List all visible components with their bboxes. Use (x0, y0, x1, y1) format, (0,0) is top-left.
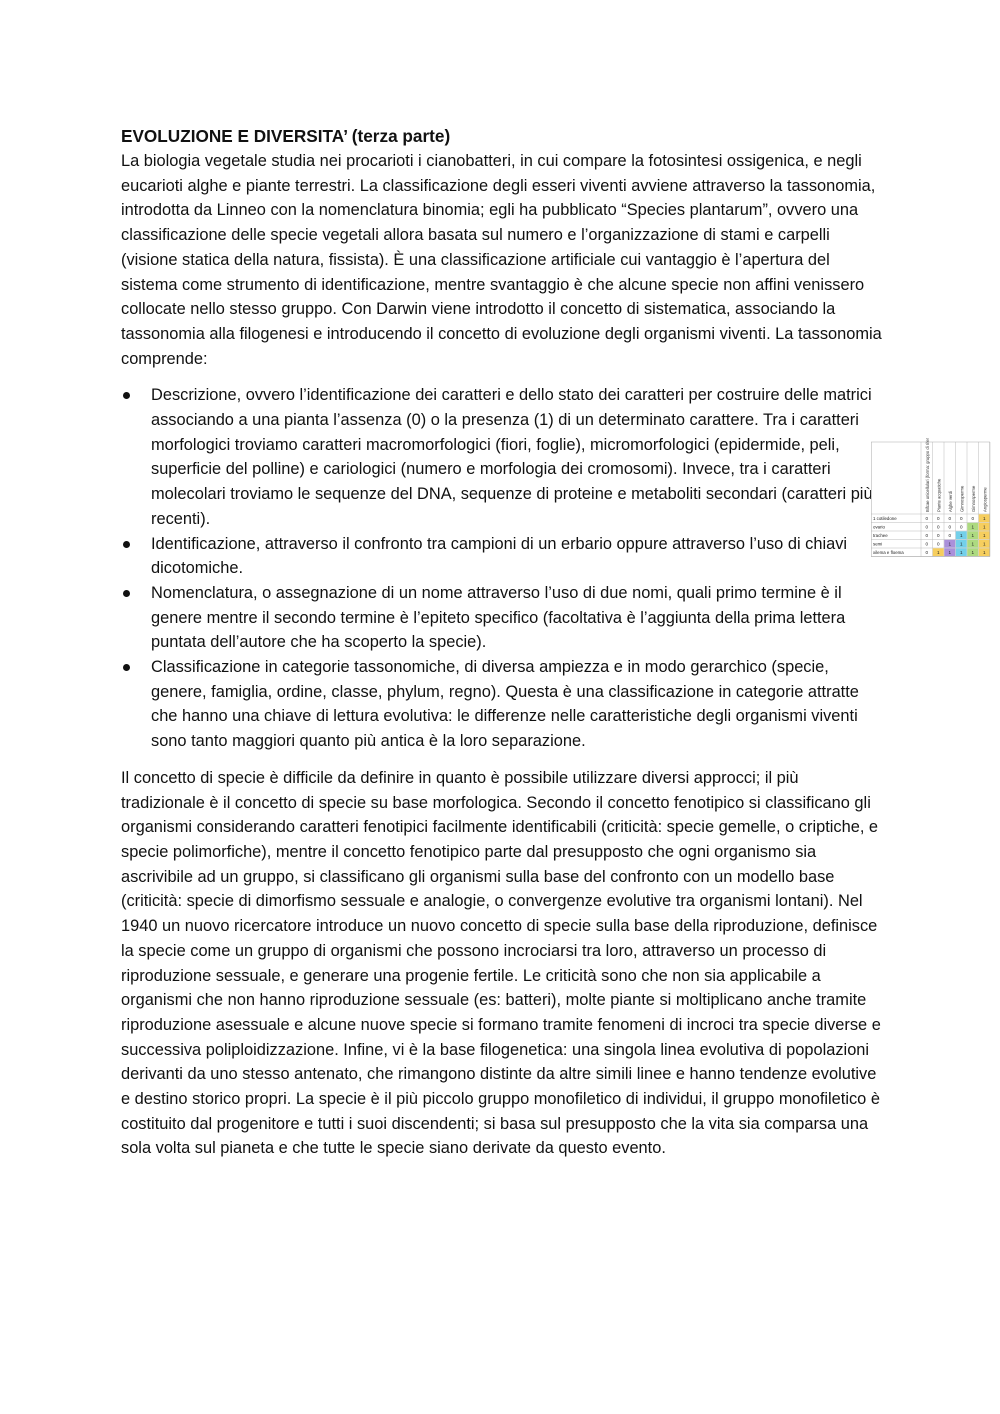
matrix-cell-value: 0 (948, 524, 952, 530)
list-item-text: Identificazione, attraverso il confronto tra campioni di un erbario oppure attraverso l’uso di chiavi dicotomiche. (151, 534, 848, 578)
matrix-cell-value: 1 (948, 550, 952, 556)
intro-paragraph: La biologia vegetale studia nei procarioti i cianobatteri, in cui compare la fotosintesi ossigenica, e negli eucarioti alghe e piante terrestri. La classificazione degli esseri viventi avviene attraverso la tassonomia, introdotta da Linneo con la nomenclatura binomia; egli ha pubblicato “Species plantarum”, ovvero una classificazione delle specie vegetali allora basata sul numero e l’organizzazione di stami e carpelli (visione statica della natura, fissista). È una classificazione artificiale cui vantaggio è l’apertura del sistema come strumento di identificazione, mentre svantaggio è che alcune specie non affini venissero collocate nello stesso gruppo. Con Darwin viene introdotto il concetto di sistematica, associando la tassonomia alla filogenesi e introducendo il concetto di evoluzione degli organismi viventi. La tassonomia comprende: (121, 152, 882, 368)
matrix-row-label: trachee (873, 533, 888, 539)
matrix-cell-value: 0 (925, 516, 929, 522)
matrix-cell-value: 1 (971, 524, 975, 530)
matrix-row-label: semi (873, 541, 883, 547)
matrix-cell-value: 1 (982, 516, 986, 522)
matrix-column-header: Bifcae unicellulari (forma: gruppo di riferimento) (924, 438, 930, 512)
matrix-column-header: Gimnosperme (959, 485, 965, 512)
document-body (121, 124, 883, 1161)
matrix-row-label: xilema e floema (873, 550, 904, 556)
matrix-cell-value: 0 (925, 550, 929, 556)
matrix-cell-value: 0 (925, 524, 929, 530)
matrix-cell-value: 0 (936, 533, 940, 539)
matrix-cell-value: 1 (982, 550, 986, 556)
matrix-cell-value: 1 (971, 550, 975, 556)
bullet-icon (123, 664, 130, 671)
matrix-cell-value: 0 (925, 541, 929, 547)
matrix-cell-value: 0 (925, 533, 929, 539)
matrix-cell-value: 1 (971, 541, 975, 547)
matrix-cell-value: 0 (936, 516, 940, 522)
matrix-row-label: ovario (873, 524, 885, 530)
matrix-cell-value: 1 (982, 541, 986, 547)
list-item-text: Descrizione, ovvero l’identificazione dei caratteri e dello stato dei caratteri per costruire delle matrici associando a una pianta l’assenza (0) o la presenza (1) di un determinato carattere. Tra i caratteri morfologici troviamo caratteri macromorfologici (fiori, foglie), micromorfologici (epidermide, peli, superficie del polline) e cariologici (numero e morfologia dei cromosomi). Invece, tra i caratteri molecolari troviamo le sequenze del DNA, sequenze di proteine e metaboliti secondari (caratteri più recenti). (151, 386, 873, 528)
matrix-cell-value: 0 (959, 524, 963, 530)
matrix-cell-value: 1 (959, 550, 963, 556)
matrix-cell-value: 0 (948, 533, 952, 539)
bullet-icon (123, 392, 130, 399)
bullet-icon (123, 541, 130, 548)
matrix-cell-value: 1 (982, 533, 986, 539)
matrix-cell-value: 0 (936, 541, 940, 547)
matrix-cell-value: 1 (971, 533, 975, 539)
matrix-cell-value: 1 (959, 541, 963, 547)
matrix-row-label: 1 cotiledone (873, 516, 897, 522)
character-matrix (871, 438, 993, 558)
matrix-cell-value: 1 (982, 524, 986, 530)
list-item (121, 655, 883, 754)
matrix-cell-value: 1 (936, 550, 940, 556)
list-item (121, 383, 883, 531)
bullet-icon (123, 590, 130, 597)
matrix-column-header: Alghe verdi (947, 491, 953, 512)
document-title: EVOLUZIONE E DIVERSITA’ (terza parte) (121, 126, 451, 146)
matrix-cell-value: 0 (948, 516, 952, 522)
matrix-cell-value: 0 (971, 516, 975, 522)
closing-paragraph: Il concetto di specie è difficile da definire in quanto è possibile utilizzare diversi approcci; il più tradizionale è il concetto di specie su base morfologica. Secondo il concetto fenotipico si classificano gli organismi considerando caratteri fenotipici facilmente identificabili (criticità: specie gemelle, o criptiche, e specie polimorfiche), mentre il concetto fenotipico parte dal presupposto che ogni organismo sia ascrivibile ad un gruppo, si classificano gli organismi sulla base del confronto con un modello base (criticità: specie di dimorfismo sessuale e analogie, o convergenze evolutive tra organismi lontani). Nel 1940 un nuovo ricercatore introduce un nuovo concetto di specie sulla base della riproduzione, definisce la specie come un gruppo di organismi che possono incrociarsi tra loro, attraverso un processo di riproduzione sessuale, e generare una progenie fertile. Le criticità sono che non sia applicabile a organismi che non hanno riproduzione sessuale (es: batteri), molte piante si moltiplicano anche tramite riproduzione asessuale e alcune nuove specie si formano tramite fenomeni di incroci tra specie diverse e successiva poliploidizzazione. Infine, vi è la base filogenetica: una singola linea evolutiva di popolazioni derivanti da uno stesso antenato, che rimangono distinte da altre simili linee e hanno tendenze evolutive e destino storico propri. La specie è il più piccolo gruppo monofiletico di individui, il gruppo monofiletico è costituito dal progenitore e tutti i suoi discendenti; si basa sul presupposto che la vita sia comparsa una sola volta sul pianeta e che tutte le specie siano derivate da questo evento. (121, 768, 881, 1158)
matrix-cell-value: 1 (959, 533, 963, 539)
taxonomy-list (121, 383, 883, 754)
character-matrix-figure (871, 438, 993, 558)
list-item-text: Nomenclatura, o assegnazione di un nome attraverso l’uso di due nomi, quali primo termine è il genere mentre il secondo termine è l’epiteto specifico (facoltativa è l’aggiunta della prima lettera puntata dell’autore che ha scoperto la specie). (151, 583, 846, 652)
list-item (121, 532, 883, 581)
matrix-column-header: Angiosperme (982, 487, 988, 512)
list-item-text: Classificazione in categorie tassonomiche, di diversa ampiezza e in modo gerarchico (specie, genere, famiglia, ordine, classe, phylum, regno). Questa è una classificazione in categorie attratte che hanno una chiave di lettura evolutiva: le differenze nelle caratteristiche degli organismi viventi sono tanto maggiori quanto più antica è la loro separazione. (151, 658, 859, 751)
matrix-column-header: Gimnosperme (970, 485, 976, 512)
matrix-cell-value: 0 (936, 524, 940, 530)
list-item (121, 581, 883, 655)
matrix-cell-value: 1 (948, 541, 952, 547)
matrix-cell-value: 0 (959, 516, 963, 522)
matrix-column-header: Piante acquatiche (936, 478, 942, 512)
